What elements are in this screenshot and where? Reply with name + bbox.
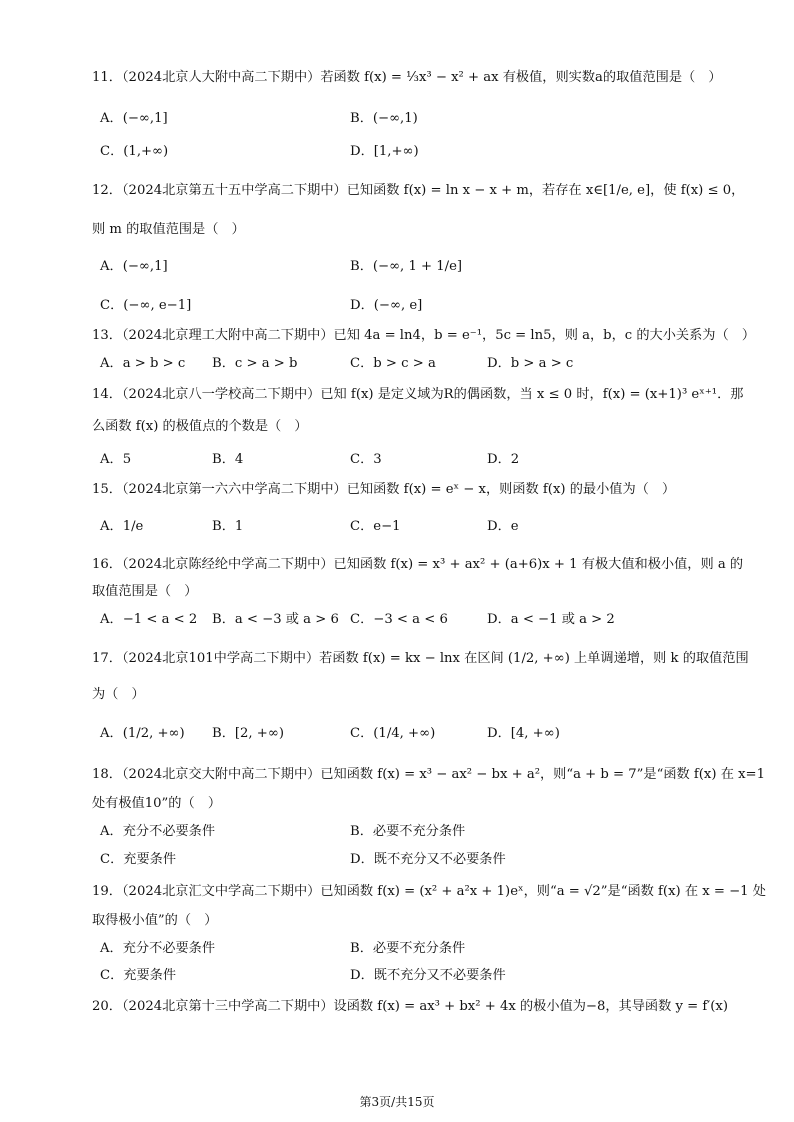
question-11-option-a: A．(−∞,1] (100, 111, 168, 126)
question-11-option-d: D．[1,+∞) (350, 144, 419, 159)
question-14-text: 14．（2024北京八一学校高二下期中）已知 f(x) 是定义域为R的偶函数，当 x ≤ 0 时，f(x) = (x+1)³ eˣ⁺¹．那 (92, 387, 744, 402)
question-12-option-a: A．(−∞,1] (100, 259, 168, 274)
question-17-option-d: D．[4, +∞) (487, 726, 560, 741)
question-11-option-b: B．(−∞,1) (350, 111, 418, 126)
question-18-text-cont: 处有极值10”的（ ） (92, 796, 222, 811)
question-19-option-a: A．充分不必要条件 (100, 941, 216, 956)
question-16-option-a: A．−1 < a < 2 (100, 612, 198, 627)
question-13-option-d: D．b > a > c (487, 356, 574, 371)
question-16-option-b: B．a < −3 或 a > 6 (212, 612, 339, 627)
question-16-text-cont: 取值范围是（ ） (92, 584, 198, 599)
question-14-option-d: D．2 (487, 452, 520, 467)
question-19-option-d: D．既不充分又不必要条件 (350, 968, 506, 983)
question-14-option-b: B．4 (212, 452, 244, 467)
question-12-option-d: D．(−∞, e] (350, 298, 423, 313)
question-18-option-c: C．充要条件 (100, 852, 177, 867)
question-16-option-d: D．a < −1 或 a > 2 (487, 612, 615, 627)
question-16-text: 16．（2024北京陈经纶中学高二下期中）已知函数 f(x) = x³ + ax² + (a+6)x + 1 有极大值和极小值，则 a 的 (92, 557, 744, 572)
question-19-text: 19．（2024北京汇文中学高二下期中）已知函数 f(x) = (x² + a²x + 1)eˣ，则“a = √2”是“函数 f(x) 在 x = −1 处 (92, 884, 766, 899)
question-18-option-b: B．必要不充分条件 (350, 824, 466, 839)
question-18-option-a: A．充分不必要条件 (100, 824, 216, 839)
question-12-text-cont: 则 m 的取值范围是（ ） (92, 222, 245, 237)
question-15-option-b: B．1 (212, 519, 244, 534)
question-12-text: 12．（2024北京第五十五中学高二下期中）已知函数 f(x) = ln x − x + m，若存在 x∈[1/e, e]，使 f(x) ≤ 0， (92, 183, 745, 198)
question-11-option-c: C．(1,+∞) (100, 144, 169, 159)
question-17-option-b: B．[2, +∞) (212, 726, 284, 741)
question-17-text: 17．（2024北京101中学高二下期中）若函数 f(x) = kx − lnx 在区间 (1/2, +∞) 上单调递增，则 k 的取值范围 (92, 651, 749, 666)
question-13-option-c: C．b > c > a (350, 356, 436, 371)
question-17-text-cont: 为（ ） (92, 687, 145, 702)
question-18-option-d: D．既不充分又不必要条件 (350, 852, 506, 867)
question-19-option-c: C．充要条件 (100, 968, 177, 983)
question-16-option-c: C．−3 < a < 6 (350, 612, 448, 627)
question-13-text: 13．（2024北京理工大附中高二下期中）已知 4a = ln4，b = e⁻¹，5c = ln5，则 a，b，c 的大小关系为（ ） (92, 328, 756, 343)
question-19-text-cont: 取得极小值”的（ ） (92, 913, 218, 928)
question-15-option-a: A．1/e (100, 519, 144, 534)
question-15-option-c: C．e−1 (350, 519, 401, 534)
question-15-option-d: D．e (487, 519, 519, 534)
question-18-text: 18．（2024北京交大附中高二下期中）已知函数 f(x) = x³ − ax² − bx + a²，则“a + b = 7”是“函数 f(x) 在 x=1 (92, 767, 765, 782)
question-17-option-a: A．(1/2, +∞) (100, 726, 185, 741)
question-12-option-b: B．(−∞, 1 + 1/e] (350, 259, 463, 274)
question-14-text-cont: 么函数 f(x) 的极值点的个数是（ ） (92, 419, 308, 434)
question-13-option-a: A．a > b > c (100, 356, 186, 371)
question-12-option-c: C．(−∞, e−1] (100, 298, 192, 313)
question-11-text: 11．（2024北京人大附中高二下期中）若函数 f(x) = ⅓x³ − x² + ax 有极值，则实数a的取值范围是（ ） (92, 70, 722, 85)
question-19-option-b: B．必要不充分条件 (350, 941, 466, 956)
page-footer: 第3页/共15页 (359, 1095, 435, 1109)
question-13-option-b: B．c > a > b (212, 356, 298, 371)
question-17-option-c: C．(1/4, +∞) (350, 726, 436, 741)
question-14-option-c: C．3 (350, 452, 382, 467)
question-14-option-a: A．5 (100, 452, 132, 467)
question-20-text: 20．（2024北京第十三中学高二下期中）设函数 f(x) = ax³ + bx² + 4x 的极小值为−8，其导函数 y = f′(x) (92, 999, 728, 1014)
question-15-text: 15．（2024北京第一六六中学高二下期中）已知函数 f(x) = eˣ − x，则函数 f(x) 的最小值为（ ） (92, 482, 676, 497)
